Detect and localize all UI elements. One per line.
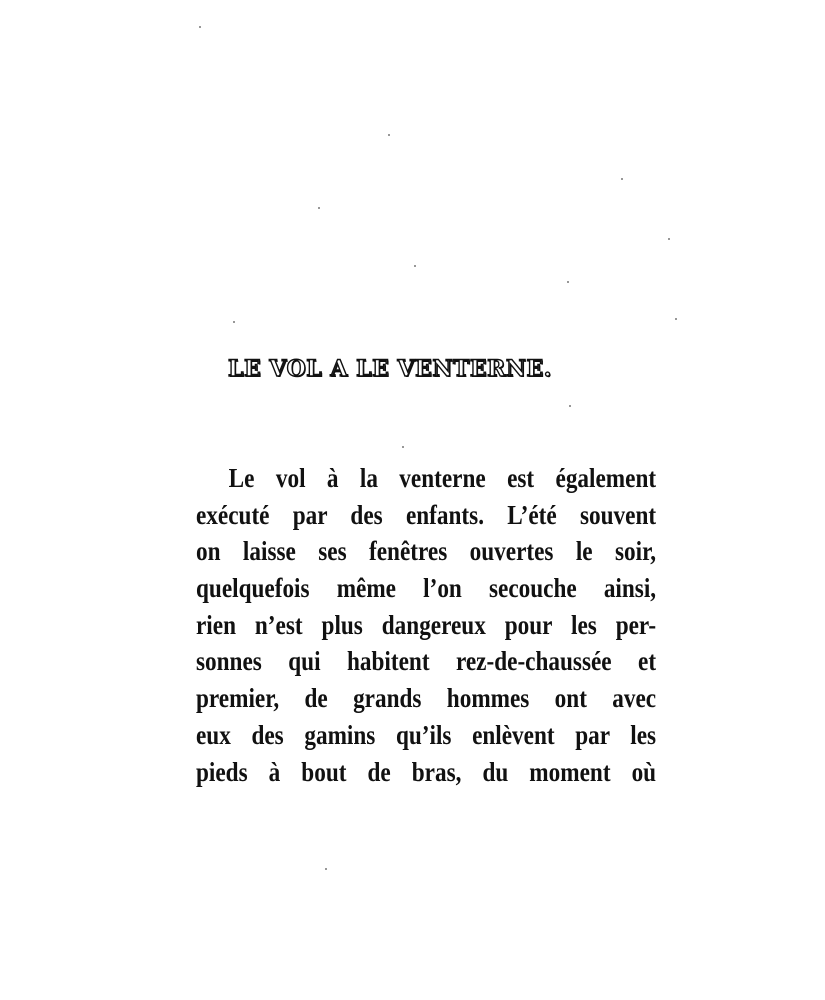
- scan-speck: [567, 281, 569, 283]
- text-line: Le vol à la venterne est également: [228, 463, 657, 493]
- text-line: pieds à bout de bras, du moment où: [196, 756, 657, 787]
- scan-speck: [621, 178, 623, 180]
- scan-speck: [414, 265, 416, 267]
- scan-speck: [668, 238, 670, 240]
- scan-speck: [233, 321, 235, 323]
- text-line: sonnes qui habitent rez-de-chaussée et: [196, 646, 657, 677]
- body-paragraph: [196, 460, 657, 790]
- text-line: eux des gamins qu’ils enlèvent par les: [196, 719, 657, 750]
- text-line: premier, de grands hommes ont avec: [196, 683, 657, 714]
- scan-speck: [402, 446, 404, 448]
- scan-speck: [569, 405, 571, 407]
- scan-speck: [388, 134, 390, 136]
- text-line: quelquefois même l’on secouche ainsi,: [196, 573, 657, 604]
- text-line: on laisse ses fenêtres ouvertes le soir,: [196, 536, 657, 567]
- scan-speck: [318, 207, 320, 209]
- scan-speck: [675, 318, 677, 320]
- chapter-heading: LE VOL A LE VENTERNE.: [228, 356, 552, 382]
- text-line: rien n’est plus dangereux pour les per-: [196, 609, 657, 640]
- text-line: exécuté par des enfants. L’été souvent: [196, 499, 657, 530]
- scan-speck: [325, 868, 327, 870]
- scan-speck: [199, 26, 201, 28]
